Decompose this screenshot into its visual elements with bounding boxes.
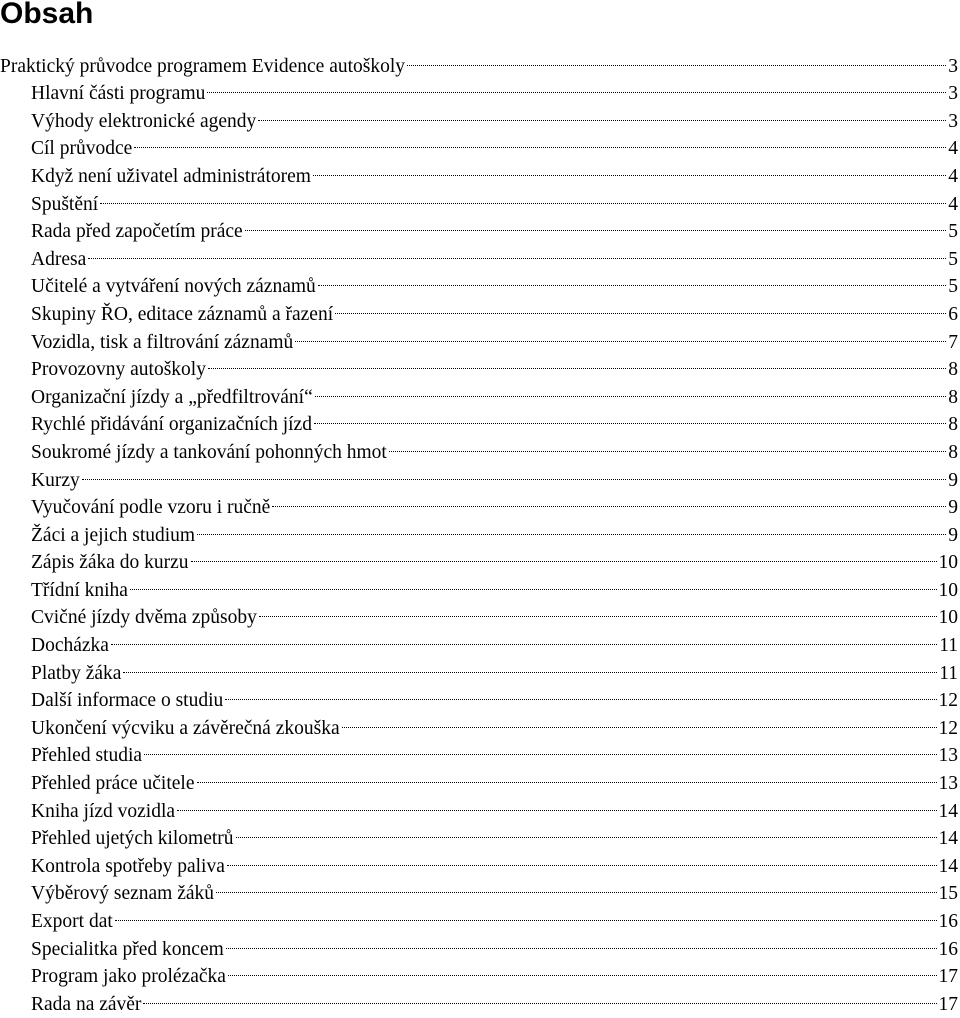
- toc-entry-title: Když není uživatel administrátorem: [31, 165, 311, 187]
- toc-dot-leader: [311, 154, 948, 182]
- toc-dot-leader: [243, 210, 949, 238]
- toc-entry-title: Výhody elektronické agendy: [31, 110, 257, 132]
- toc-page-number: 4: [948, 138, 958, 160]
- toc-dot-leader: [293, 320, 948, 348]
- toc-page-number: 12: [938, 690, 958, 712]
- toc-dot-leader: [225, 844, 939, 872]
- toc-page-number: 7: [948, 331, 958, 353]
- toc-entry[interactable]: [0, 982, 958, 1015]
- toc-entry[interactable]: [0, 237, 958, 270]
- toc-entry[interactable]: [0, 486, 958, 519]
- toc-entry-title: Ukončení výcviku a závěrečná zkouška: [31, 717, 340, 739]
- toc-dot-leader: [175, 789, 938, 817]
- toc-entry[interactable]: [0, 596, 958, 629]
- toc-page-number: 11: [939, 635, 958, 657]
- toc-entry-title: Výběrový seznam žáků: [31, 883, 215, 905]
- toc-page-number: 9: [948, 469, 958, 491]
- toc-entry-title: Kurzy: [31, 469, 80, 491]
- toc-entry-title: Vyučování podle vzoru i ručně: [31, 497, 271, 519]
- toc-page-number: 14: [938, 855, 958, 877]
- toc-dot-leader: [257, 596, 939, 624]
- toc-dot-leader: [132, 127, 948, 155]
- toc-entry-title: Rada před započetím práce: [31, 221, 243, 243]
- toc-entry[interactable]: [0, 651, 958, 684]
- toc-dot-leader: [214, 872, 938, 900]
- toc-dot-leader: [234, 817, 939, 845]
- toc-entry[interactable]: [0, 458, 958, 491]
- toc-entry-title: Přehled práce učitele: [31, 773, 195, 795]
- toc-page-number: 9: [948, 524, 958, 546]
- toc-entry-title: Platby žáka: [31, 662, 122, 684]
- toc-page-number: 16: [938, 938, 958, 960]
- toc-dot-leader: [270, 486, 948, 514]
- toc-entry-title: Specialitka před koncem: [31, 938, 224, 960]
- toc-page-number: 16: [938, 911, 958, 932]
- toc-entry[interactable]: [0, 210, 958, 243]
- toc-entry-title: Učitelé a vytváření nových záznamů: [31, 276, 316, 298]
- toc-entry-title: Přehled ujetých kilometrů: [31, 828, 234, 850]
- toc-dot-leader: [316, 265, 948, 293]
- toc-page-number: 10: [938, 552, 958, 574]
- toc-dot-leader: [313, 375, 949, 403]
- toc-page-number: 3: [948, 110, 958, 132]
- toc-entry[interactable]: [0, 927, 958, 960]
- toc-entry-title: Program jako prolézačka: [31, 966, 226, 988]
- toc-entry-title: Rychlé přidávání organizačních jízd: [31, 414, 312, 436]
- toc-entry[interactable]: [0, 182, 958, 215]
- toc-entry-title: Přehled studia: [31, 745, 143, 767]
- toc-entry[interactable]: [0, 154, 958, 187]
- toc-entry[interactable]: [0, 568, 958, 601]
- toc-entry-title: Docházka: [31, 635, 109, 657]
- toc-dot-leader: [86, 237, 948, 265]
- toc-entry-title: Spuštění: [31, 193, 99, 215]
- toc-heading: Obsah: [0, 0, 94, 30]
- toc-entry-title: Cíl průvodce: [31, 138, 133, 160]
- toc-entry-title: Žáci a jejich studium: [31, 524, 196, 546]
- toc-dot-leader: [340, 706, 939, 734]
- toc-page-number: 13: [938, 773, 958, 795]
- toc-page-number: 14: [938, 828, 958, 850]
- toc-dot-leader: [205, 72, 948, 100]
- toc-page-number: 14: [938, 800, 958, 822]
- toc-page-number: 15: [938, 883, 958, 905]
- table-of-contents: [0, 44, 958, 1015]
- toc-page-number: 3: [948, 83, 958, 105]
- toc-dot-leader: [312, 403, 948, 431]
- toc-page-number: 17: [938, 966, 958, 988]
- toc-page-number: 5: [948, 276, 958, 298]
- toc-dot-leader: [128, 568, 939, 596]
- toc-entry-title: Kniha jízd vozidla: [31, 800, 176, 822]
- toc-dot-leader: [113, 899, 939, 927]
- toc-entry-title: Vozidla, tisk a filtrování záznamů: [31, 331, 294, 353]
- toc-page-number: 5: [948, 221, 958, 243]
- toc-page-number: 8: [948, 441, 958, 463]
- toc-entry-title: Adresa: [31, 248, 87, 270]
- toc-page-number: 6: [948, 303, 958, 325]
- toc-page-number: 10: [938, 607, 958, 629]
- toc-entry-title: Zápis žáka do kurzu: [31, 552, 189, 574]
- toc-entry[interactable]: [0, 127, 958, 160]
- toc-entry[interactable]: [0, 44, 958, 77]
- toc-dot-leader: [109, 623, 939, 651]
- toc-entry[interactable]: [0, 761, 958, 795]
- toc-page-number: 17: [938, 993, 958, 1015]
- toc-dot-leader: [189, 541, 939, 569]
- toc-dot-leader: [121, 651, 939, 679]
- toc-dot-leader: [80, 458, 949, 486]
- toc-page-number: 8: [948, 386, 958, 408]
- toc-dot-leader: [224, 927, 939, 955]
- toc-entry-title: Organizační jízdy a „předfiltrování“: [31, 386, 313, 408]
- toc-page-number: 8: [948, 359, 958, 381]
- toc-page-number: 4: [948, 193, 958, 215]
- toc-entry-title: Hlavní části programu: [31, 83, 206, 105]
- toc-entry-title: Soukromé jízdy a tankování pohonných hmot: [31, 441, 387, 463]
- toc-entry[interactable]: [0, 734, 958, 767]
- toc-entry-title: Kontrola spotřeby paliva: [31, 855, 225, 877]
- toc-page-number: 5: [948, 248, 958, 270]
- toc-dot-leader: [223, 679, 938, 707]
- toc-page-number: 11: [939, 662, 958, 684]
- toc-entry[interactable]: [0, 679, 958, 712]
- toc-page-number: 3: [948, 55, 958, 77]
- toc-dot-leader: [405, 44, 948, 72]
- toc-dot-leader: [387, 430, 948, 458]
- toc-dot-leader: [333, 292, 948, 320]
- toc-dot-leader: [141, 982, 938, 1010]
- toc-dot-leader: [256, 99, 948, 127]
- toc-entry-title: Třídní kniha: [31, 579, 128, 601]
- toc-entry-title: Cvičné jízdy dvěma způsoby: [31, 607, 257, 629]
- toc-dot-leader: [142, 734, 938, 762]
- toc-dot-leader: [195, 761, 939, 789]
- toc-entry-title: Export dat: [31, 911, 113, 932]
- toc-page-number: 4: [948, 165, 958, 187]
- toc-dot-leader: [226, 955, 939, 983]
- toc-entry-title: Rada na závěr: [31, 993, 142, 1015]
- toc-dot-leader: [206, 348, 948, 376]
- toc-entry-title: Provozovny autoškoly: [31, 359, 206, 381]
- toc-page-number: 12: [938, 717, 958, 739]
- toc-page-number: 10: [938, 579, 958, 601]
- toc-entry[interactable]: [0, 623, 958, 657]
- toc-entry-title: Skupiny ŘO, editace záznamů a řazení: [31, 303, 334, 325]
- toc-page-number: 8: [948, 414, 958, 436]
- toc-page-number: 13: [938, 745, 958, 767]
- toc-entry[interactable]: [0, 265, 958, 298]
- toc-entry[interactable]: [0, 899, 958, 932]
- toc-dot-leader: [195, 513, 948, 541]
- toc-page-number: 9: [948, 497, 958, 519]
- toc-entry-title: Další informace o studiu: [31, 690, 224, 712]
- toc-dot-leader: [98, 182, 948, 210]
- toc-entry-title: Praktický průvodce programem Evidence autoškoly: [0, 55, 406, 77]
